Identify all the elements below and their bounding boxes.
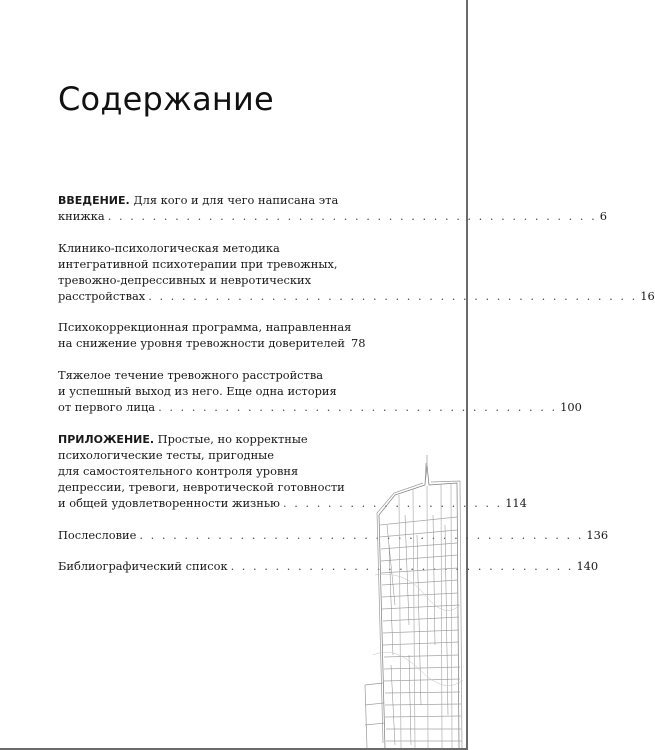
toc-entry-program[interactable]	[58, 320, 366, 352]
toc-line: книжка	[58, 208, 105, 223]
toc-line: депрессии, тревоги, невротической готовности	[58, 479, 345, 494]
toc-page-number: 136	[586, 527, 609, 542]
toc-line: Психокоррекционная программа, направленная	[58, 320, 352, 335]
toc-entry-severe-course[interactable]	[58, 368, 582, 416]
toc-page-number: 78	[350, 336, 366, 351]
leader-dots: . . . . . . . . . . . . . . . . . . . .	[282, 495, 503, 510]
toc-entry-methodology[interactable]	[58, 240, 655, 305]
toc-page-number: 100	[560, 400, 582, 415]
leader-dots: . . . . . . . . . . . . . . . . . . . . . . . . . . . . . . . . . . . . . . . .	[139, 527, 584, 542]
toc-line: Клинико-психологическая методика	[58, 240, 280, 255]
toc-line: для самостоятельного контроля уровня	[58, 463, 299, 478]
skyscraper-sketch-icon	[365, 455, 466, 748]
table-of-contents	[58, 193, 655, 591]
page-title: Содержание	[58, 80, 274, 118]
toc-line: тревожно-депрессивных и невротических	[58, 272, 312, 287]
leader-dots: . . . . . . . . . . . . . . . . . . . . . . . . . . . . . . . . . . . . . . . . . . . .	[107, 208, 597, 223]
toc-line: и общей удовлетворенности жизнью	[58, 495, 280, 510]
toc-entry-bibliography[interactable]	[58, 559, 599, 575]
toc-entry-introduction[interactable]	[58, 193, 607, 225]
leader-dots: . . . . . . . . . . . . . . . . . . . . . . . . . . . . . . . . . . . . . . . . . . . .	[148, 288, 638, 303]
toc-lead: ВВЕДЕНИЕ.	[58, 194, 130, 207]
leader-dots: . . . . . . . . . . . . . . . . . . . . . . . . . . . . . . .	[230, 559, 574, 574]
leader-dots: . . . . . . . . . . . . . . . . . . . . . . . . . . . . . . . . . . . .	[158, 400, 558, 415]
toc-page-number: 6	[599, 208, 607, 223]
toc-line: от первого лица	[58, 400, 156, 415]
toc-line: Для кого и для чего написана эта	[129, 193, 339, 207]
toc-lead: ПРИЛОЖЕНИЕ.	[58, 432, 155, 446]
toc-line: Послесловие	[58, 527, 137, 542]
toc-page-number: 140	[576, 559, 599, 574]
toc-page-number: 114	[505, 495, 527, 510]
toc-page-number: 16	[640, 288, 655, 303]
toc-entry-afterword[interactable]	[58, 527, 609, 544]
toc-line: Тяжелое течение тревожного расстройства	[58, 368, 324, 383]
toc-line: Простые, но корректные	[154, 431, 308, 446]
toc-line: и успешный выход из него. Еще одна история	[58, 384, 337, 399]
toc-line: психологические тесты, пригодные	[58, 447, 274, 462]
toc-line: интегративной психотерапии при тревожных,	[58, 256, 338, 271]
toc-line: расстройствах	[58, 288, 146, 303]
toc-entry-appendix[interactable]	[58, 431, 527, 512]
toc-line: на снижение уровня тревожности доверителей	[58, 336, 345, 351]
toc-line: Библиографический список	[58, 559, 228, 574]
